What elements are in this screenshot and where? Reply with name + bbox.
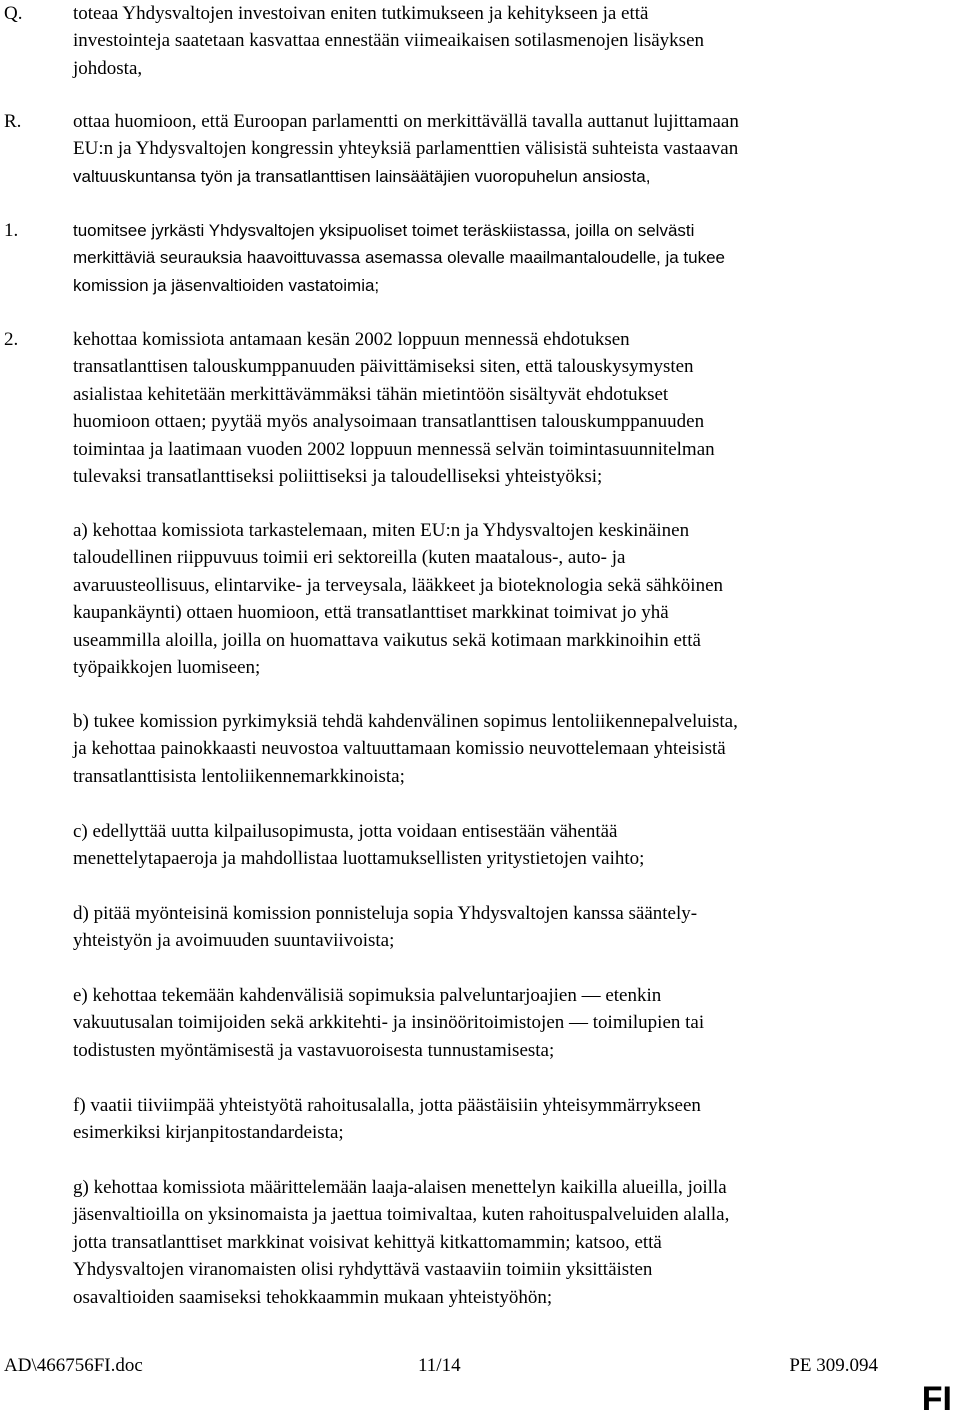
text-line: valtuuskuntansa työn ja transatlanttisen lainsäätäjien vuoropuhelun ansiosta,	[73, 166, 651, 186]
text-line: b) tukee komission pyrkimyksiä tehdä kahdenvälinen sopimus lentoliikennepalveluista,	[73, 711, 738, 732]
paragraph-label: Q.	[4, 3, 23, 24]
text-line: useammilla aloilla, joilla on huomattava vaikutus sekä kotimaan markkinoihin että	[73, 629, 701, 651]
text-line: kehottaa komissiota antamaan kesän 2002 loppuun mennessä ehdotuksen	[73, 329, 630, 350]
page-number: 11/14	[418, 1355, 461, 1376]
text-line: d) pitää myönteisinä komission ponnisteluja sopia Yhdysvaltojen kanssa sääntely-	[73, 903, 698, 924]
text-line: transatlanttisen talouskumppanuuden päivittämiseksi siten, että talouskysymysten	[73, 356, 694, 378]
paragraph-text	[73, 708, 883, 790]
paragraph-text	[73, 982, 883, 1064]
paragraph-label: 2.	[4, 329, 19, 350]
document-reference: AD\466756FI.doc	[4, 1355, 143, 1376]
text-line: EU:n ja Yhdysvaltojen kongressin yhteyksiä parlamenttien välisistä suhteista vastaavan	[73, 138, 739, 160]
text-line: investointeja saatetaan kasvattaa ennestään viimeaikaisen sotilasmenojen lisäyksen	[73, 30, 705, 52]
text-line: työpaikkojen luomiseen;	[73, 657, 261, 679]
text-line: kaupankäynti) ottaen huomioon, että transatlanttiset markkinat toimivat jo yhä	[73, 602, 669, 624]
pe-reference: PE 309.094	[789, 1355, 878, 1376]
text-line: taloudellinen riippuvuus toimii eri sektoreilla (kuten maatalous-, auto- ja	[73, 547, 626, 569]
text-line: transatlanttisista lentoliikennemarkkinoista;	[73, 765, 405, 787]
text-line: johdosta,	[73, 57, 143, 79]
text-line: vakuutusalan toimijoiden sekä arkkitehti- ja insinööritoimistojen — toimilupien tai	[73, 1012, 705, 1034]
text-line: yhteistyön ja avoimuuden suuntaviivoista;	[73, 930, 395, 952]
text-line: toimintaa ja laatimaan vuoden 2002 loppuun mennessä selvän toimintasuunnitelman	[73, 438, 715, 460]
paragraph-text	[73, 0, 883, 82]
paragraph-label: 1.	[4, 220, 19, 241]
paragraph-text	[73, 517, 883, 681]
text-line: tulevaksi transatlanttiseksi poliittiseksi ja taloudelliseksi yhteistyöksi;	[73, 466, 603, 488]
text-line: jäsenvaltioilla on yksinomaista ja jaettua toimivaltaa, kuten rahoituspalveluiden alalla,	[73, 1204, 730, 1226]
paragraph-text	[73, 217, 883, 299]
text-line: f) vaatii tiiviimpää yhteistyötä rahoitusalalla, jotta päästäisiin yhteisymmärrykseen	[73, 1095, 701, 1116]
text-line: e) kehottaa tekemään kahdenvälisiä sopimuksia palveluntarjoajien — etenkin	[73, 985, 662, 1006]
text-line: osavaltioiden saamiseksi tehokkaammin mukaan yhteistyöhön;	[73, 1286, 553, 1308]
paragraph-text	[73, 1092, 883, 1147]
text-line: komission ja jäsenvaltioiden vastatoimia;	[73, 275, 380, 295]
paragraph-text	[73, 900, 883, 955]
text-line: g) kehottaa komissiota määrittelemään laaja-alaisen menettelyn kaikilla alueilla, joilla	[73, 1177, 727, 1198]
text-line: asialistaa kehitetään merkittävämmäksi tähän mietintöön sisältyvät ehdotukset	[73, 383, 669, 405]
text-line: menettelytapaeroja ja mahdollistaa luottamuksellisten yritystietojen vaihto;	[73, 848, 645, 870]
text-line: huomioon ottaen; pyytää myös analysoimaan transatlanttisen talouskumppanuuden	[73, 411, 705, 433]
text-line: a) kehottaa komissiota tarkastelemaan, miten EU:n ja Yhdysvaltojen keskinäinen	[73, 520, 690, 541]
text-line: tuomitsee jyrkästi Yhdysvaltojen yksipuoliset toimet teräskiistassa, joilla on selvästi	[73, 221, 695, 240]
paragraph-text	[73, 108, 883, 190]
text-line: ja kehottaa painokkaasti neuvostoa valtuuttamaan komissio neuvottelemaan yhteisistä	[73, 738, 726, 760]
text-line: toteaa Yhdysvaltojen investoivan eniten tutkimukseen ja kehitykseen ja että	[73, 3, 649, 24]
language-code: FI	[921, 1380, 952, 1418]
text-line: ottaa huomioon, että Euroopan parlamentti on merkittävällä tavalla auttanut lujittamaan	[73, 111, 739, 132]
text-line: c) edellyttää uutta kilpailusopimusta, jotta voidaan entisestään vähentää	[73, 821, 618, 842]
text-line: Yhdysvaltojen viranomaisten olisi ryhdyttävä vastaaviin toimiin yksittäisten	[73, 1259, 653, 1281]
text-line: merkittäviä seurauksia haavoittuvassa asemassa olevalle maailmantaloudelle, ja tukee	[73, 248, 726, 268]
text-line: jotta transatlanttiset markkinat voisivat kehittyä kitkattomammin; katsoo, että	[73, 1231, 662, 1253]
text-line: todistusten myöntämisestä ja vastavuoroisesta tunnustamisesta;	[73, 1039, 555, 1061]
paragraph-text	[73, 326, 883, 490]
text-line: avaruusteollisuus, elintarvike- ja terveysala, lääkkeet ja bioteknologia sekä sähköinen	[73, 574, 723, 596]
page-footer	[0, 1352, 960, 1382]
paragraph-label: R.	[4, 111, 22, 132]
paragraph-text	[73, 1174, 883, 1311]
text-line: esimerkiksi kirjanpitostandardeista;	[73, 1122, 344, 1144]
paragraph-text	[73, 818, 883, 873]
